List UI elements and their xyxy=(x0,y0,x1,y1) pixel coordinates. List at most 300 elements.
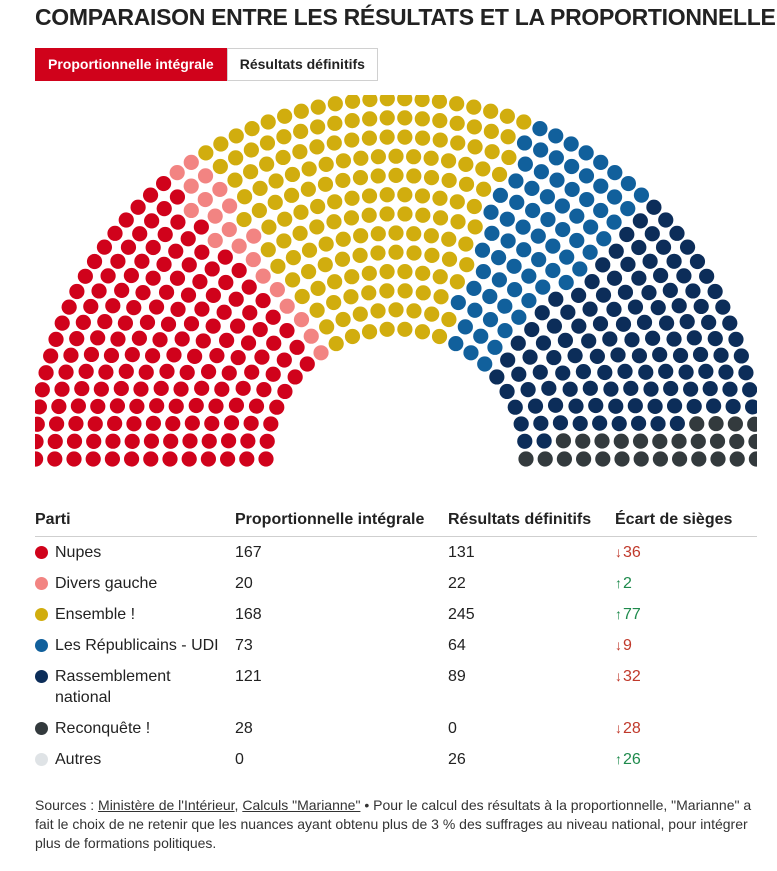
seat-nupes xyxy=(118,316,133,331)
legend-table xyxy=(35,503,757,775)
seat-rassemblement-national xyxy=(663,381,678,396)
seat-ensemble xyxy=(406,168,421,183)
seat-nupes xyxy=(90,330,105,345)
seat-rassemblement-national xyxy=(708,331,723,346)
seat-les-republicains-udi xyxy=(564,136,579,151)
seat-ensemble xyxy=(335,252,350,267)
seat-ensemble xyxy=(318,257,333,272)
seat-nupes xyxy=(114,283,129,298)
seat-ensemble xyxy=(433,269,448,284)
seat-reconquete xyxy=(538,451,553,466)
seat-rassemblement-national xyxy=(619,227,634,242)
seat-rassemblement-national xyxy=(616,317,631,332)
seat-les-republicains-udi xyxy=(583,245,598,260)
seat-reconquete xyxy=(672,451,687,466)
seat-rassemblement-national xyxy=(584,274,599,289)
party-cell xyxy=(35,568,235,599)
seat-ensemble xyxy=(442,252,457,267)
seat-rassemblement-national xyxy=(722,382,737,397)
seat-nupes xyxy=(35,434,44,449)
seat-rassemblement-national xyxy=(685,283,700,298)
seat-ensemble xyxy=(424,307,439,322)
arrow-up-icon: ↑ xyxy=(615,751,622,767)
seat-rassemblement-national xyxy=(593,316,608,331)
seat-les-republicains-udi xyxy=(501,233,516,248)
seat-ensemble xyxy=(362,324,377,339)
seat-rassemblement-national xyxy=(641,285,656,300)
seat-nupes xyxy=(218,275,233,290)
seat-reconquete xyxy=(689,416,704,431)
seat-ensemble xyxy=(275,150,290,165)
seat-ensemble xyxy=(371,149,386,164)
seat-ensemble xyxy=(236,212,251,227)
seat-ensemble xyxy=(361,285,376,300)
seat-divers-gauche xyxy=(294,312,309,327)
seat-nupes xyxy=(170,271,185,286)
seat-rassemblement-national xyxy=(500,352,515,367)
seat-les-republicains-udi xyxy=(534,164,549,179)
seat-ensemble xyxy=(388,168,403,183)
seat-ensemble xyxy=(309,219,324,234)
seat-nupes xyxy=(194,219,209,234)
seat-ensemble xyxy=(302,161,317,176)
seat-les-republicains-udi xyxy=(487,340,502,355)
ecart-value xyxy=(615,544,641,561)
arrow-down-icon: ↓ xyxy=(615,544,622,560)
seat-ensemble xyxy=(213,159,228,174)
party-swatch-autres xyxy=(35,753,48,766)
seat-ensemble xyxy=(260,135,275,150)
seat-rassemblement-national xyxy=(690,254,705,269)
seat-divers-gauche xyxy=(212,182,227,197)
seat-rassemblement-national xyxy=(687,330,702,345)
seat-ensemble xyxy=(380,95,395,106)
seat-les-republicains-udi xyxy=(533,142,548,157)
seat-les-republicains-udi xyxy=(634,187,649,202)
seat-reconquete xyxy=(595,451,610,466)
seat-nupes xyxy=(38,365,53,380)
party-name: Divers gauche xyxy=(55,575,158,592)
seat-rassemblement-national xyxy=(680,314,695,329)
seat-rassemblement-national xyxy=(726,399,741,414)
seat-nupes xyxy=(86,451,101,466)
seat-ensemble xyxy=(484,124,499,139)
seat-rassemblement-national xyxy=(669,226,684,241)
party-swatch-rassemblement-national xyxy=(35,670,48,683)
table-row-nupes xyxy=(35,537,757,569)
seat-nupes xyxy=(169,399,184,414)
seat-nupes xyxy=(87,254,102,269)
seat-les-republicains-udi xyxy=(593,155,608,170)
seat-les-republicains-udi xyxy=(531,229,546,244)
seat-les-republicains-udi xyxy=(540,212,555,227)
header-proportionnelle: Proportionnelle intégrale xyxy=(235,503,448,537)
seat-nupes xyxy=(161,317,176,332)
seat-nupes xyxy=(222,365,237,380)
seat-ensemble xyxy=(459,257,474,272)
seat-rassemblement-national xyxy=(645,331,660,346)
seat-les-republicains-udi xyxy=(476,264,491,279)
seat-ensemble xyxy=(327,194,342,209)
seat-rassemblement-national xyxy=(694,299,709,314)
seat-rassemblement-national xyxy=(646,200,661,215)
seat-ensemble xyxy=(213,136,228,151)
ecart-cell xyxy=(615,744,757,775)
seat-divers-gauche xyxy=(184,155,199,170)
seat-ensemble xyxy=(432,329,447,344)
table-row-divers-gauche xyxy=(35,568,757,599)
seat-nupes xyxy=(158,227,173,242)
seat-nupes xyxy=(165,416,180,431)
seat-rassemblement-national xyxy=(536,335,551,350)
ecart-value xyxy=(615,575,632,592)
seat-les-republicains-udi xyxy=(545,239,560,254)
seat-les-republicains-udi xyxy=(491,250,506,265)
seat-nupes xyxy=(184,316,199,331)
seat-nupes xyxy=(119,364,134,379)
seat-les-republicains-udi xyxy=(593,203,608,218)
seat-nupes xyxy=(131,200,146,215)
seat-ensemble xyxy=(415,111,430,126)
seat-nupes xyxy=(35,417,45,432)
seat-nupes xyxy=(62,300,77,315)
seat-les-republicains-udi xyxy=(507,282,522,297)
seat-nupes xyxy=(71,398,86,413)
seat-nupes xyxy=(232,263,247,278)
seat-nupes xyxy=(48,332,63,347)
seat-nupes xyxy=(49,416,64,431)
ecart-cell xyxy=(615,630,757,661)
ecart-cell xyxy=(615,537,757,569)
seat-ensemble xyxy=(466,99,481,114)
seat-rassemblement-national xyxy=(603,382,618,397)
seat-les-republicains-udi xyxy=(548,128,563,143)
sources-note-text: • Pour le calcul des résultats à la proportionnelle, "Marianne" a fait le choix de ne retenir que les nuances ayant obtenu plus de 3 % des suffrages au niveau national, pour intégrer plus de formations politiques. xyxy=(35,797,752,851)
seat-reconquete xyxy=(633,434,648,449)
ecart-cell xyxy=(615,568,757,599)
seat-ensemble xyxy=(344,210,359,225)
seat-ensemble xyxy=(501,129,516,144)
party-name: Autres xyxy=(55,751,102,768)
seat-rassemblement-national xyxy=(652,347,667,362)
seat-ensemble xyxy=(501,150,516,165)
seat-ensemble xyxy=(229,128,244,143)
seat-ensemble xyxy=(293,205,308,220)
seat-ensemble xyxy=(415,188,430,203)
seat-nupes xyxy=(144,434,159,449)
seat-nupes xyxy=(185,415,200,430)
seat-ensemble xyxy=(293,124,308,139)
seat-nupes xyxy=(170,189,185,204)
proportionnelle-value: 28 xyxy=(235,720,253,737)
seat-nupes xyxy=(43,348,58,363)
seat-reconquete xyxy=(556,433,571,448)
seat-ensemble xyxy=(309,139,324,154)
seat-ensemble xyxy=(285,167,300,182)
seat-rassemblement-national xyxy=(592,415,607,430)
seat-ensemble xyxy=(475,161,490,176)
source-link-marianne[interactable]: Calculs "Marianne" xyxy=(242,797,361,813)
seat-nupes xyxy=(253,322,268,337)
seat-ensemble xyxy=(253,181,268,196)
seat-ensemble xyxy=(397,322,412,337)
seat-les-republicains-udi xyxy=(448,336,463,351)
seat-ensemble xyxy=(485,144,500,159)
tab-proportionnelle[interactable]: Proportionnelle intégrale xyxy=(35,48,227,81)
seat-les-republicains-udi xyxy=(572,261,587,276)
ecart-value xyxy=(615,720,641,737)
seat-nupes xyxy=(156,257,171,272)
seat-rassemblement-national xyxy=(541,381,556,396)
seat-rassemblement-national xyxy=(563,382,578,397)
seat-reconquete xyxy=(594,433,609,448)
seat-ensemble xyxy=(326,295,341,310)
seat-rassemblement-national xyxy=(522,349,537,364)
seat-nupes xyxy=(266,367,281,382)
seat-nupes xyxy=(194,245,209,260)
seat-les-republicains-udi xyxy=(497,323,512,338)
seat-ensemble xyxy=(415,324,430,339)
seat-nupes xyxy=(288,369,303,384)
seat-ensemble xyxy=(424,151,439,166)
seat-rassemblement-national xyxy=(643,382,658,397)
seat-rassemblement-national xyxy=(517,434,532,449)
seat-nupes xyxy=(47,451,62,466)
ecart-number: 36 xyxy=(623,544,641,561)
seat-nupes xyxy=(254,349,269,364)
ecart-number: 77 xyxy=(623,606,641,623)
seat-nupes xyxy=(146,271,161,286)
seat-nupes xyxy=(230,318,245,333)
seat-nupes xyxy=(58,365,73,380)
seat-ensemble xyxy=(379,206,394,221)
resultats-value: 26 xyxy=(448,751,466,768)
seat-ensemble xyxy=(379,264,394,279)
seat-nupes xyxy=(145,348,160,363)
seat-nupes xyxy=(269,400,284,415)
seat-rassemblement-national xyxy=(511,367,526,382)
seat-ensemble xyxy=(370,303,385,318)
seat-reconquete xyxy=(614,434,629,449)
seat-nupes xyxy=(125,347,140,362)
seat-les-republicains-udi xyxy=(545,263,560,278)
seat-rassemblement-national xyxy=(632,348,647,363)
seat-ensemble xyxy=(459,177,474,192)
seat-nupes xyxy=(125,434,140,449)
seat-nupes xyxy=(144,213,159,228)
seat-nupes xyxy=(146,416,161,431)
resultats-value: 22 xyxy=(448,575,466,592)
seat-ensemble xyxy=(424,170,439,185)
seat-nupes xyxy=(126,300,141,315)
seat-rassemblement-national xyxy=(653,268,668,283)
seat-nupes xyxy=(249,398,264,413)
seat-rassemblement-national xyxy=(624,332,639,347)
seat-nupes xyxy=(208,399,223,414)
seat-rassemblement-national xyxy=(617,364,632,379)
seat-rassemblement-national xyxy=(666,254,681,269)
proportionnelle-value: 168 xyxy=(235,606,262,623)
seat-ensemble xyxy=(345,329,360,344)
seat-rassemblement-national xyxy=(663,283,678,298)
seat-les-republicains-udi xyxy=(518,157,533,172)
party-cell xyxy=(35,599,235,630)
seat-nupes xyxy=(94,382,109,397)
seat-rassemblement-national xyxy=(651,300,666,315)
source-link-interieur[interactable]: Ministère de l'Intérieur xyxy=(98,797,235,813)
seat-rassemblement-national xyxy=(708,284,723,299)
seat-nupes xyxy=(182,433,197,448)
seat-ensemble xyxy=(441,153,456,168)
ecart-number: 28 xyxy=(623,720,641,737)
seat-ensemble xyxy=(371,226,386,241)
seat-les-republicains-udi xyxy=(483,312,498,327)
tab-resultats[interactable]: Résultats définitifs xyxy=(227,48,378,81)
seat-ensemble xyxy=(328,96,343,111)
seat-ensemble xyxy=(492,167,507,182)
seat-rassemblement-national xyxy=(643,254,658,269)
party-cell xyxy=(35,713,235,744)
seat-les-republicains-udi xyxy=(559,249,574,264)
ecart-cell xyxy=(615,661,757,713)
resultats-value: 0 xyxy=(448,720,457,737)
seat-ensemble xyxy=(516,114,531,129)
seat-rassemblement-national xyxy=(620,257,635,272)
seat-nupes xyxy=(83,299,98,314)
arrow-down-icon: ↓ xyxy=(615,668,622,684)
seat-ensemble xyxy=(353,151,368,166)
seat-ensemble xyxy=(424,248,439,263)
header-ecart: Écart de sièges xyxy=(615,503,757,537)
seat-rassemblement-national xyxy=(623,381,638,396)
seat-rassemblement-national xyxy=(524,322,539,337)
seat-les-republicains-udi xyxy=(484,226,499,241)
seat-reconquete xyxy=(634,451,649,466)
seat-ensemble xyxy=(432,95,447,109)
seat-ensemble xyxy=(261,242,276,257)
seat-rassemblement-national xyxy=(728,332,743,347)
seat-nupes xyxy=(209,348,224,363)
seat-ensemble xyxy=(362,95,377,107)
seat-reconquete xyxy=(748,434,757,449)
seat-ensemble xyxy=(335,173,350,188)
seat-ensemble xyxy=(450,274,465,289)
party-name: Rassemblement national xyxy=(55,668,171,706)
seat-ensemble xyxy=(433,210,448,225)
seat-nupes xyxy=(143,451,158,466)
seat-rassemblement-national xyxy=(581,333,596,348)
seat-rassemblement-national xyxy=(609,244,624,259)
party-swatch-divers-gauche xyxy=(35,577,48,590)
seat-nupes xyxy=(97,314,112,329)
seat-ensemble xyxy=(285,272,300,287)
seat-rassemblement-national xyxy=(628,299,643,314)
seat-reconquete xyxy=(575,434,590,449)
seat-les-republicains-udi xyxy=(475,243,490,258)
seat-divers-gauche xyxy=(256,269,271,284)
seat-divers-gauche xyxy=(232,239,247,254)
seat-nupes xyxy=(182,257,197,272)
seat-nupes xyxy=(105,451,120,466)
seat-rassemblement-national xyxy=(680,240,695,255)
party-name: Nupes xyxy=(55,544,102,561)
seat-divers-gauche xyxy=(270,282,285,297)
seat-nupes xyxy=(107,416,122,431)
seat-nupes xyxy=(55,316,70,331)
seat-les-republicains-udi xyxy=(565,182,580,197)
seat-ensemble xyxy=(276,129,291,144)
table-row-les-republicains-udi xyxy=(35,630,757,661)
seat-rassemblement-national xyxy=(656,240,671,255)
seat-les-republicains-udi xyxy=(467,303,482,318)
seat-nupes xyxy=(201,451,216,466)
seat-les-republicains-udi xyxy=(532,121,547,136)
seat-nupes xyxy=(229,398,244,413)
seat-ensemble xyxy=(198,145,213,160)
seat-nupes xyxy=(48,434,63,449)
seat-nupes xyxy=(194,302,209,317)
seat-les-republicains-udi xyxy=(517,135,532,150)
seat-ensemble xyxy=(468,219,483,234)
seat-ensemble xyxy=(380,110,395,125)
seat-rassemblement-national xyxy=(628,398,643,413)
seat-ensemble xyxy=(450,116,465,131)
seat-ensemble xyxy=(397,95,412,106)
seat-nupes xyxy=(202,434,217,449)
ecart-number: 2 xyxy=(623,575,632,592)
seat-ensemble xyxy=(397,264,412,279)
seat-rassemblement-national xyxy=(571,288,586,303)
seat-rassemblement-national xyxy=(658,364,673,379)
seat-ensemble xyxy=(329,336,344,351)
seat-nupes xyxy=(168,244,183,259)
seat-reconquete xyxy=(728,416,743,431)
seat-les-republicains-udi xyxy=(540,189,555,204)
seat-nupes xyxy=(105,434,120,449)
seat-ensemble xyxy=(416,285,431,300)
seat-divers-gauche xyxy=(304,329,319,344)
seat-les-republicains-udi xyxy=(511,310,526,325)
seat-nupes xyxy=(98,365,113,380)
seat-ensemble xyxy=(362,111,377,126)
seat-divers-gauche xyxy=(170,165,185,180)
arrow-down-icon: ↓ xyxy=(615,637,622,653)
seat-nupes xyxy=(173,382,188,397)
table-header-row xyxy=(35,503,757,537)
seat-nupes xyxy=(187,349,202,364)
seat-nupes xyxy=(119,212,134,227)
seat-rassemblement-national xyxy=(676,268,691,283)
seat-reconquete xyxy=(729,434,744,449)
arrow-up-icon: ↑ xyxy=(615,575,622,591)
seat-ensemble xyxy=(432,113,447,128)
seat-ensemble xyxy=(450,214,465,229)
seat-rassemblement-national xyxy=(672,298,687,313)
seat-ensemble xyxy=(310,199,325,214)
seat-ensemble xyxy=(362,266,377,281)
seat-ensemble xyxy=(286,250,301,265)
seat-ensemble xyxy=(449,96,464,111)
seat-rassemblement-national xyxy=(742,382,757,397)
seat-ensemble xyxy=(388,149,403,164)
party-cell xyxy=(35,744,235,775)
legend-body xyxy=(35,537,757,776)
seat-nupes xyxy=(229,292,244,307)
seat-rassemblement-national xyxy=(582,302,597,317)
seat-les-republicains-udi xyxy=(559,275,574,290)
seat-ensemble xyxy=(244,121,259,136)
seat-ensemble xyxy=(371,168,386,183)
